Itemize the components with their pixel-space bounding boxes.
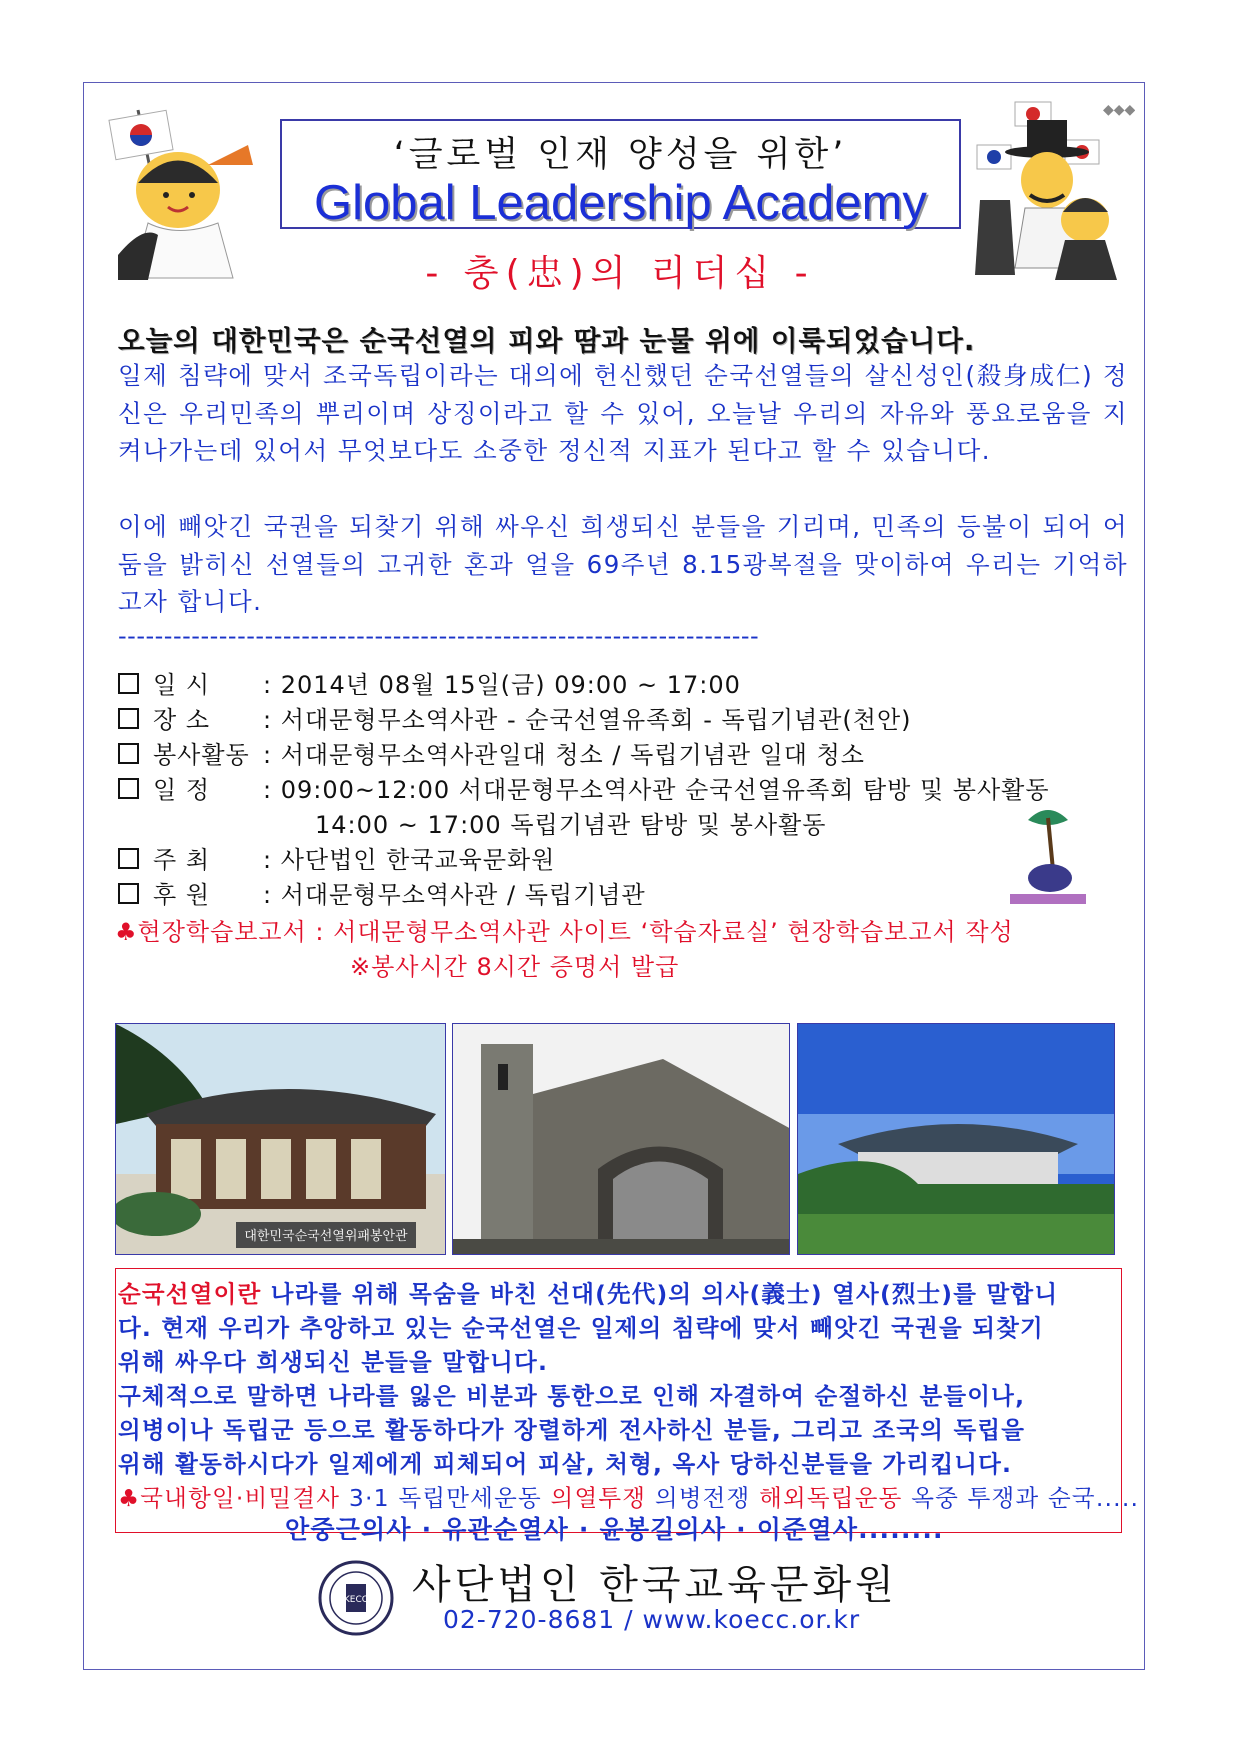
definition-line-2: 다. 현재 우리가 추앙하고 있는 순국선열은 일제의 침략에 맞서 빼앗긴 국권을 되찾기 bbox=[118, 1314, 1044, 1342]
program-subtitle: ‘글로벌 인재 양성을 위한’ bbox=[393, 135, 848, 175]
definition-line-1: 순국선열이란 나라를 위해 목숨을 바친 선대(先代)의 의사(義士) 열사(烈士)를 말합니 bbox=[118, 1280, 1059, 1308]
shrine-sign-text: 대한민국순국선열위패봉안관 bbox=[244, 1229, 408, 1244]
certificate-note: ※봉사시간 8시간 증명서 발급 bbox=[350, 953, 680, 981]
info-row-date: 일 시 : 2014년 08월 15일(금) 09:00 ~ 17:00 bbox=[118, 665, 741, 700]
definition-line-5: 의병이나 독립군 등으로 활동하다가 장렬하게 전사하신 분들, 그리고 조국의 독립을 bbox=[118, 1416, 1026, 1444]
checkbox-square-icon bbox=[118, 778, 139, 799]
title-box bbox=[280, 119, 961, 229]
photo-memorial-hall bbox=[115, 1023, 446, 1255]
checkbox-square-icon bbox=[118, 743, 139, 764]
definition-line-4: 구체적으로 말하면 나라를 잃은 비분과 통한으로 인해 자결하여 순절하신 분들이나, bbox=[118, 1382, 1026, 1410]
info-row-schedule: 일 정 : 09:00~12:00 서대문형무소역사관 순국선열유족회 탐방 및 봉사활동 bbox=[118, 770, 1050, 805]
intro-paragraph-2: 이에 빼앗긴 국권을 되찾기 위해 싸우신 희생되신 분들을 기리며, 민족의 등불이 되어 어둠을 밝히신 선열들의 고귀한 혼과 얼을 69주년 8.15광복절을 맞이하여 우리는 기억하고자 합니다. bbox=[118, 512, 1128, 616]
photo-seodaemun-prison bbox=[452, 1023, 790, 1255]
events-line: ♣국내항일·비밀결사 3·1 독립만세운동 의열투쟁 의병전쟁 해외독립운동 옥중 투쟁과 순국..... bbox=[118, 1484, 1140, 1512]
checkbox-square-icon bbox=[118, 848, 139, 869]
photo-independence-hall bbox=[797, 1023, 1115, 1255]
info-row-volunteer: 봉사활동 : 서대문형무소역사관일대 청소 / 독립기념관 일대 청소 bbox=[118, 735, 865, 770]
definition-line-6: 위해 활동하시다가 일제에게 피체되어 피살, 처형, 옥사 당하신분들을 가리킵니다. bbox=[118, 1450, 1013, 1478]
info-row-host: 주 최 : 사단법인 한국교육문화원 bbox=[118, 840, 555, 875]
checkbox-square-icon bbox=[118, 673, 139, 694]
info-row-place: 장 소 : 서대문형무소역사관 - 순국선열유족회 - 독립기념관(천안) bbox=[118, 700, 912, 735]
dashed-divider: ---------------------------------------------------------------------- bbox=[118, 622, 760, 650]
report-note: ♣현장학습보고서 : 서대문형무소역사관 사이트 ‘학습자료실’ 현장학습보고서 작성 bbox=[115, 918, 1014, 946]
org-contact: 02-720-8681 / www.koecc.or.kr bbox=[443, 1605, 861, 1634]
svg-text:KECC: KECC bbox=[343, 1595, 369, 1605]
info-row-sponsor: 후 원 : 서대문형무소역사관 / 독립기념관 bbox=[118, 875, 646, 910]
checkbox-square-icon bbox=[118, 883, 139, 904]
program-title: Global Leadership Academy bbox=[314, 176, 927, 230]
org-name: 사단법인 한국교육문화원 bbox=[412, 1562, 898, 1608]
svg-text:◆◆◆: ◆◆◆ bbox=[1103, 102, 1135, 118]
org-seal-logo bbox=[316, 1558, 396, 1638]
lead-sentence: 오늘의 대한민국은 순국선열의 피와 땀과 눈물 위에 이룩되었습니다. bbox=[118, 325, 976, 357]
intro-paragraph-1: 일제 침략에 맞서 조국독립이라는 대의에 헌신했던 순국선열들의 살신성인(殺身成仁) 정신은 우리민족의 뿌리이며 상징이라고 할 수 있어, 오늘날 우리의 자유와 풍요로움을 지켜나가는데 있어서 무엇보다도 소중한 정신적 지표가 된다고 할 수 있습니다. bbox=[118, 361, 1128, 465]
heroes-line: 안중근의사 · 유관순열사 · 윤봉길의사 · 이준열사........ bbox=[285, 1515, 944, 1544]
checkbox-square-icon bbox=[118, 708, 139, 729]
theme-heading: - 충(忠)의 리더십 - bbox=[425, 253, 815, 294]
info-row-schedule-afternoon: 14:00 ~ 17:00 독립기념관 탐방 및 봉사활동 bbox=[315, 811, 827, 839]
definition-line-3: 위해 싸우다 희생되신 분들을 말합니다. bbox=[118, 1348, 549, 1376]
brush-inkstone-icon bbox=[1008, 800, 1088, 910]
